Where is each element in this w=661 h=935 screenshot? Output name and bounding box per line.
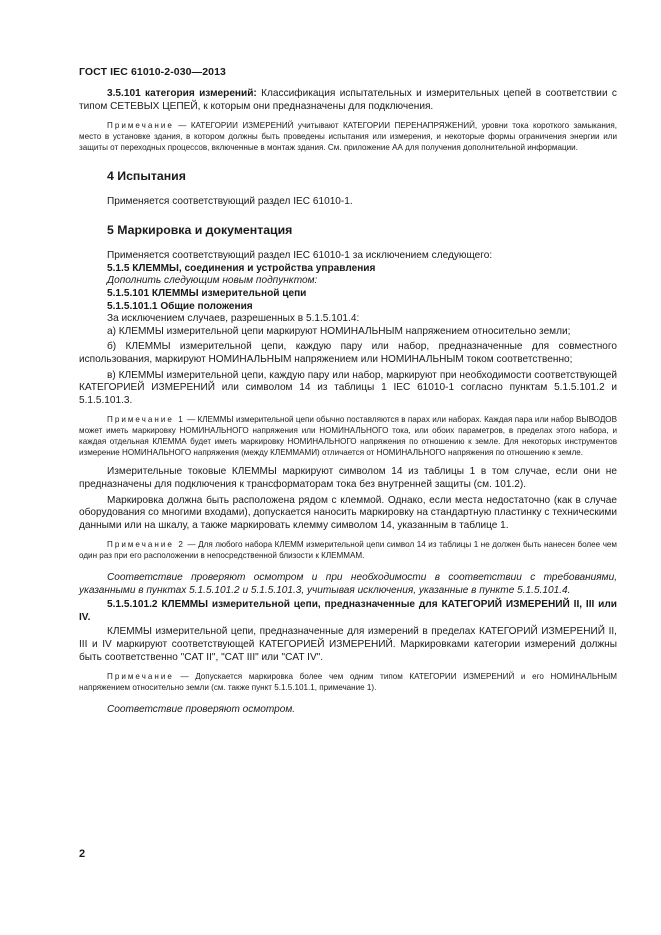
page-content <box>79 88 617 716</box>
note-1-label: Примечание 1 <box>107 415 185 425</box>
note-2-label: Примечание 2 <box>107 540 185 550</box>
note-3-label: Примечание <box>107 672 174 682</box>
note-3 <box>79 672 617 694</box>
note-text: — КАТЕГОРИИ ИЗМЕРЕНИЙ учитывают КАТЕГОРИИ ПЕРЕНАПРЯЖЕНИЙ, уровни тока короткого замыкания, место в установке здания, в котором должны быть проведены испытания или измерения, и некоторые формы ограничения энергии или защиты от переходных процессов, включенные в монтаж здания. См. приложение АА для получения дополнительной информации. <box>79 121 617 152</box>
note-label: Примечание <box>107 121 174 131</box>
category-marking-text: КЛЕММЫ измерительной цепи, предназначенные для измерений в пределах КАТЕГОРИЙ ИЗМЕРЕНИЙ II, III и IV маркируют соответствующей КАТЕГОРИЕЙ ИЗМЕРЕНИЙ. Маркировками категории измерений должны быть соответственно "CAT II", "CAT III" или "CAT IV". <box>79 626 617 663</box>
compliance-check-1: Соответствие проверяют осмотром и при необходимости в соответствии с требованиями, указанными в пунктах 5.1.5.101.2 и 5.1.5.101.3, учитывая исключения, указанные в пункте 5.1.5.101.4. <box>79 572 617 596</box>
placement-text: Маркировка должна быть расположена рядом с клеммой. Однако, если места недостаточно (как в случае оборудования со многими входами), допускается наносить маркировку на стандартную пластинку с техническими данными или на шкалу, а также маркировать клемму символом 14, указанным в таблице 1. <box>79 494 617 531</box>
exceptions-text: За исключением случаев, разрешенных в 5.1.5.101.4: <box>107 313 360 325</box>
list-item-a: а) КЛЕММЫ измерительной цепи маркируют НОМИНАЛЬНЫМ напряжением относительно земли; <box>107 325 571 337</box>
subsection-5-1-5-101-2-heading: 5.1.5.101.2 КЛЕММЫ измерительной цепи, предназначенные для КАТЕГОРИЙ ИЗМЕРЕНИЙ II, III или IV. <box>79 599 617 623</box>
subsection-5-1-5-heading: 5.1.5 КЛЕММЫ, соединения и устройства управления <box>107 262 376 274</box>
note-measurement-category <box>79 121 617 153</box>
term-definition: Классификация испытательных и измерительных цепей в соответствии с типом СЕТЕВЫХ ЦЕПЕЙ, к которым они предназначены для подключения. <box>79 88 617 112</box>
section-5-heading: 5 Маркировка и документация <box>107 223 293 238</box>
current-terminals-text: Измерительные токовые КЛЕММЫ маркируют символом 14 из таблицы 1 в том случае, если они не предназначены для подключения к трансформаторам тока без внутренней защиты (см. 101.2). <box>79 466 617 491</box>
add-instruction: Дополнить следующим новым подпунктом: <box>107 275 318 287</box>
note-1 <box>79 415 617 458</box>
section-4-text: Применяется соответствующий раздел IEC 61010-1. <box>107 195 353 207</box>
definition-3-5-101 <box>79 88 617 113</box>
note-1-text: — КЛЕММЫ измерительной цепи обычно поставляются в парах или наборах. Каждая пара или набор ВЫВОДОВ может иметь маркировку НОМИНАЛЬНОГО напряжения или НОМИНАЛЬНОГО тока, или обоих параметров, в пределах этого набора, и каждая отдельная КЛЕММА будет иметь маркировку НОМИНАЛЬНОГО напряжения по отношению к земле. Для некоторых инструментов измерение НОМИНАЛЬНОГО напряжения (между КЛЕММАМИ) отличается от НОМИНАЛЬНОГО напряжения по отношению к земле. <box>79 415 618 457</box>
compliance-check-2: Соответствие проверяют осмотром. <box>107 703 296 715</box>
subsection-5-1-5-101-heading: 5.1.5.101 КЛЕММЫ измерительной цепи <box>107 287 307 299</box>
section-4-heading: 4 Испытания <box>107 168 186 183</box>
subsection-5-1-5-101-1-heading: 5.1.5.101.1 Общие положения <box>107 300 253 312</box>
term-measurement-category: 3.5.101 категория измерений: <box>107 88 257 99</box>
document-header: ГОСТ IEC 61010-2-030—2013 <box>79 66 226 78</box>
note-3-text: — Допускается маркировка более чем одним типом КАТЕГОРИИ ИЗМЕРЕНИЙ и его НОМИНАЛЬНЫМ напряжением относительно земли (см. также пункт 5.1.5.101.1, примечание 1). <box>79 672 617 692</box>
note-2-text: — Для любого набора КЛЕММ измерительной цепи символ 14 из таблицы 1 не должен быть нанесен более чем один раз при его расположении в непосредственной близости к КЛЕММАМ. <box>79 540 617 561</box>
page-number: 2 <box>79 848 86 860</box>
list-item-c: в) КЛЕММЫ измерительной цепи, каждую пару или набор, маркируют при необходимости соответствующей КАТЕГОРИЕЙ ИЗМЕРЕНИЙ или символом 14 из таблицы 1 IEC 61010-1 согласно пунктам 5.1.5.101.2 и 5.1.5.101.3. <box>79 369 617 406</box>
section-5-intro: Применяется соответствующий раздел IEC 61010-1 за исключением следующего: <box>107 250 493 262</box>
list-item-b: б) КЛЕММЫ измерительной цепи, каждую пару или набор, предназначенные для совместного использования, маркируют НОМИНАЛЬНЫМ напряжением или НОМИНАЛЬНЫМ током соответственно; <box>79 341 617 365</box>
note-2 <box>79 540 617 562</box>
